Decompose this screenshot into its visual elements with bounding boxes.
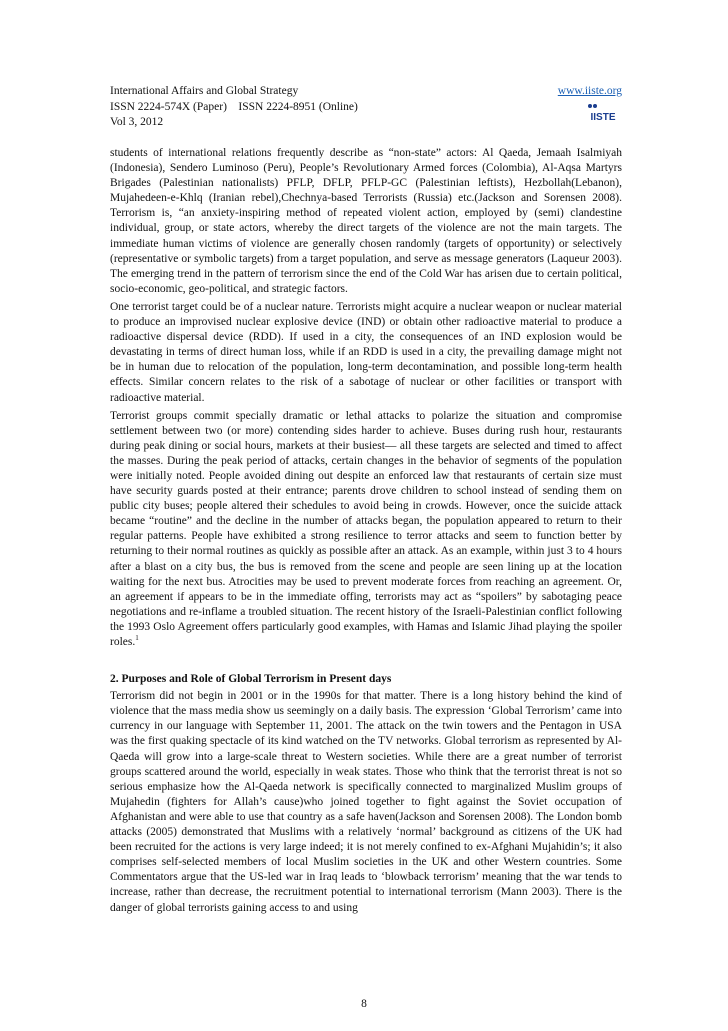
page-number: 8 [361,998,367,1010]
iiste-logo [586,101,620,123]
volume-line: Vol 3, 2012 [110,116,164,128]
section-paragraph: Terrorism did not begin in 2001 or in the 1990s for that matter. There is a long history behind the kind of violence that the mass media show us seemingly on a daily basis. The expression ‘Global Terrorism’ came into currency in our language with September 11, 2001. The attack on the twin towers and the Pentagon in USA was the first quaking spectacle of its kind watched on the TV networks. Global terrorism as represented by Al-Qaeda will grow into a large-scale threat to Western societies. While there are a great number of terrorist groups scattered around the world, especially in weak states. Those who think that the terrorist threat is not so serious emphasize how the Al-Qaeda network is specifically connected to marginalized Muslim groups of Mujahedin (fighters for Allah’s cause)who joined together to fight against the Soviet occupation of Afghanistan and were able to use that country as a safe haven(Jackson and Sorensen 2008). The London bomb attacks (2005) demonstrated that Muslims with a relatively ‘normal’ background as citizens of the UK had been recruited for the actions is very large indeed; it is not merely confined to ex-Afghani Mujahidin’s; it also comprises self-selected members of local Muslim societies in the UK and other Western countries. Some Commentators argue that the US-led war in Iraq leads to ‘blowback terrorism’ meaning that the war tends to increase, rather than decrease, the recruitment potential to international terrorism (Mann 2003). There is the danger of global terrorists gaining access to and using [110,690,622,914]
footnote-reference[interactable]: 1 [135,634,139,643]
journal-header [110,84,622,136]
document-page [110,84,622,919]
paragraph-3 [110,409,622,651]
paragraph-3-text: Terrorist groups commit specially dramatic or lethal attacks to polarize the situation and compromise settlement between two (or more) contending sides harder to achieve. Buses during rush hour, restaurants during peak dining or social hours, markets at their busiest— all these targets are selected and timed to affect the masses. During the peak period of attacks, certain changes in the behavior of segments of the population were initially noted. People avoided dining out despite an enforced law that restaurants of certain size must have security guards posted at their entrance; parents drove children to school instead of sending them on public city buses; people altered their schedules to avoid being in crowds. However, once the suicide attack became “routine” and the decline in the number of attacks began, the population appeared to return to their regular patterns. People have exhibited a strong resilience to terror attacks and seem to function better by returning to their normal routines as quickly as possible after an attack. As an example, within just 3 to 4 hours after a blast on a city bus, the bus is removed from the scene and people are seen lining up at the location waiting for the next bus. Atrocities may be used to prevent moderate forces from reaching an agreement. Or, an agreement if appears to be in the immediate offing, terrorists may act as “spoilers” by sabotaging peace negotiations and re-inflame a troubled situation. The recent history of the Israeli-Palestinian conflict following the 1993 Oslo Agreement offers particularly good examples, with Hamas and Islamic Jihad playing the spoiler roles. [110,409,622,648]
issn-line: ISSN 2224-574X (Paper) ISSN 2224-8951 (Online) [110,100,358,113]
journal-url-link[interactable]: www.iiste.org [557,85,622,97]
article-body [110,146,622,916]
journal-title: International Affairs and Global Strategy [110,85,299,97]
logo-text: IISTE [590,112,616,123]
paragraph-1: students of international relations frequently describe as “non-state” actors: Al Qaeda, Jemaah Isalmiyah (Indonesia), Sendero Luminoso (Peru), People’s Revolutionary Armed forces (Colombia), Al-Aqsa Martyrs Brigades (Palestinian nationalists) PFLP, DFLP, PFLP-GC (Palestinian leftists), Hezbollah(Lebanon), Mujahedeen-e-Khlq (Iranian rebel),Chechnya-based Terrorists (Russia) etc.(Jackson and Sorensen 2008). Terrorism is, “an anxiety-inspiring method of repeated violent action, employed by (semi) clandestine individual, group, or state actors, whereby the direct targets of the violence are not the main targets. The immediate human victims of violence are generally chosen randomly (targets of opportunity) or selectively (representative or symbolic targets) from a target population, and serve as message generators (Laqueur 2003). The emerging trend in the pattern of terrorism since the end of the Cold War has arisen due to certain political, socio-economic, geo-political, and strategic factors. [110,147,622,295]
paragraph-2: One terrorist target could be of a nuclear nature. Terrorists might acquire a nuclear weapon or nuclear material to produce an improvised nuclear explosive device (IND) or obtain other radioactive material to produce a radioactive dispersal device (RDD). If used in a city, the consequences of an IND explosion would be devastating in terms of direct human loss, while if an RDD is used in a city, the prevailing damage might not be in human due to relocation of the population, long-term decontamination, and possible long-term health effects. Similar concern relates to the risk of a sabotage of nuclear or other facilities or transport with radioactive material. [110,300,622,404]
section-heading: 2. Purposes and Role of Global Terrorism in Present days [110,673,392,686]
